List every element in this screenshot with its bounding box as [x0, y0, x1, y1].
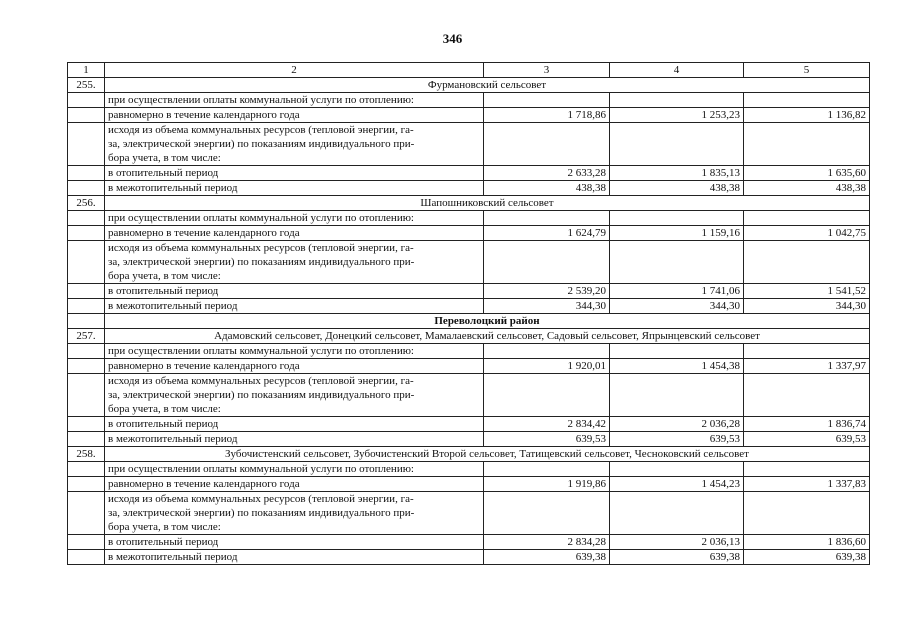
row-label: в отопительный период: [105, 166, 484, 181]
value-cell: 1 042,75: [744, 226, 870, 241]
section-title: Шапошниковский сельсовет: [105, 196, 870, 211]
value-cell: 1 454,38: [610, 359, 744, 374]
row-label: [105, 123, 484, 166]
value-cell: [610, 211, 744, 226]
section-index: 258.: [68, 447, 105, 462]
row-label-line: за, электрической энергии) по показаниям индивидуального при-: [108, 507, 415, 519]
value-cell: 639,53: [610, 432, 744, 447]
index-cell: [68, 374, 105, 417]
table-row: [68, 477, 870, 492]
value-cell: [744, 211, 870, 226]
value-cell: [610, 374, 744, 417]
index-cell: [68, 123, 105, 166]
row-label-line: бора учета, в том числе:: [108, 270, 221, 282]
value-cell: [610, 492, 744, 535]
row-label-line: за, электрической энергии) по показаниям индивидуального при-: [108, 389, 415, 401]
page-number: 346: [442, 31, 463, 46]
value-cell: 438,38: [610, 181, 744, 196]
value-cell: [610, 344, 744, 359]
region-row: [68, 314, 870, 329]
value-cell: [744, 492, 870, 535]
value-cell: 1 718,86: [484, 108, 610, 123]
table-row: [68, 123, 870, 166]
table-row: [68, 432, 870, 447]
column-header: 5: [744, 63, 870, 78]
table-body: [68, 63, 870, 565]
value-cell: [484, 93, 610, 108]
row-label: в отопительный период: [105, 284, 484, 299]
value-cell: [610, 241, 744, 284]
value-cell: 1 836,60: [744, 535, 870, 550]
table-row: [68, 462, 870, 477]
section-index: 257.: [68, 329, 105, 344]
row-label: при осуществлении оплаты коммунальной услуги по отоплению:: [105, 211, 484, 226]
row-label-line: бора учета, в том числе:: [108, 152, 221, 164]
index-cell: [68, 492, 105, 535]
table-row: [68, 211, 870, 226]
value-cell: 1 741,06: [610, 284, 744, 299]
row-label-line: исходя из объема коммунальных ресурсов (тепловой энергии, га-: [108, 493, 414, 505]
column-header: 2: [105, 63, 484, 78]
value-cell: 2 834,42: [484, 417, 610, 432]
index-cell: [68, 211, 105, 226]
row-label: [105, 492, 484, 535]
value-cell: 2 036,13: [610, 535, 744, 550]
section-row: [68, 196, 870, 211]
row-label: в межотопительный период: [105, 550, 484, 565]
row-label: в отопительный период: [105, 535, 484, 550]
row-label: равномерно в течение календарного года: [105, 108, 484, 123]
index-cell: [68, 535, 105, 550]
value-cell: [484, 374, 610, 417]
value-cell: [744, 344, 870, 359]
value-cell: [484, 462, 610, 477]
index-cell: [68, 181, 105, 196]
value-cell: 1 136,82: [744, 108, 870, 123]
index-cell: [68, 226, 105, 241]
index-cell: [68, 284, 105, 299]
value-cell: [484, 211, 610, 226]
table-row: [68, 359, 870, 374]
value-cell: 1 920,01: [484, 359, 610, 374]
row-label-line: за, электрической энергии) по показаниям индивидуального при-: [108, 256, 415, 268]
row-label: при осуществлении оплаты коммунальной услуги по отоплению:: [105, 344, 484, 359]
row-label-line: исходя из объема коммунальных ресурсов (тепловой энергии, га-: [108, 242, 414, 254]
value-cell: 1 337,97: [744, 359, 870, 374]
value-cell: [744, 241, 870, 284]
table-row: [68, 181, 870, 196]
row-label: в межотопительный период: [105, 432, 484, 447]
tariff-table: [67, 62, 870, 565]
row-label: в отопительный период: [105, 417, 484, 432]
row-label: равномерно в течение календарного года: [105, 477, 484, 492]
value-cell: 438,38: [744, 181, 870, 196]
table-row: [68, 226, 870, 241]
value-cell: 639,53: [484, 432, 610, 447]
index-cell: [68, 241, 105, 284]
value-cell: 639,38: [610, 550, 744, 565]
index-cell: [68, 93, 105, 108]
section-row: [68, 78, 870, 93]
table-row: [68, 535, 870, 550]
value-cell: 1 835,13: [610, 166, 744, 181]
value-cell: 1 253,23: [610, 108, 744, 123]
section-index: 255.: [68, 78, 105, 93]
column-header: 3: [484, 63, 610, 78]
row-label-line: бора учета, в том числе:: [108, 521, 221, 533]
index-cell: [68, 299, 105, 314]
section-row: [68, 329, 870, 344]
row-label: при осуществлении оплаты коммунальной услуги по отоплению:: [105, 93, 484, 108]
value-cell: 344,30: [744, 299, 870, 314]
table-row: [68, 93, 870, 108]
row-label: равномерно в течение календарного года: [105, 226, 484, 241]
table-row: [68, 550, 870, 565]
value-cell: 639,38: [744, 550, 870, 565]
column-header: 4: [610, 63, 744, 78]
region-title: Переволоцкий район: [105, 314, 870, 329]
value-cell: 1 919,86: [484, 477, 610, 492]
row-label: [105, 374, 484, 417]
section-row: [68, 447, 870, 462]
row-label: в межотопительный период: [105, 299, 484, 314]
section-index: 256.: [68, 196, 105, 211]
value-cell: 2 539,20: [484, 284, 610, 299]
value-cell: 2 834,28: [484, 535, 610, 550]
region-index-cell: [68, 314, 105, 329]
table-row: [68, 344, 870, 359]
index-cell: [68, 550, 105, 565]
row-label-line: за, электрической энергии) по показаниям индивидуального при-: [108, 138, 415, 150]
value-cell: 344,30: [484, 299, 610, 314]
value-cell: [744, 462, 870, 477]
value-cell: [484, 241, 610, 284]
row-label-line: бора учета, в том числе:: [108, 403, 221, 415]
table-row: [68, 241, 870, 284]
table-row: [68, 492, 870, 535]
value-cell: 2 036,28: [610, 417, 744, 432]
value-cell: 1 337,83: [744, 477, 870, 492]
value-cell: 1 541,52: [744, 284, 870, 299]
table-row: [68, 166, 870, 181]
column-header-row: [68, 63, 870, 78]
table-row: [68, 108, 870, 123]
value-cell: [744, 123, 870, 166]
section-title: Фурмановский сельсовет: [105, 78, 870, 93]
row-label-line: исходя из объема коммунальных ресурсов (тепловой энергии, га-: [108, 124, 414, 136]
table-row: [68, 284, 870, 299]
value-cell: 1 635,60: [744, 166, 870, 181]
section-title: Адамовский сельсовет, Донецкий сельсовет, Мамалаевский сельсовет, Садовый сельсовет, Япрынцевский сельсовет: [105, 329, 870, 344]
value-cell: 438,38: [484, 181, 610, 196]
value-cell: [484, 344, 610, 359]
row-label-line: исходя из объема коммунальных ресурсов (тепловой энергии, га-: [108, 375, 414, 387]
index-cell: [68, 462, 105, 477]
index-cell: [68, 166, 105, 181]
value-cell: 1 836,74: [744, 417, 870, 432]
value-cell: [610, 462, 744, 477]
row-label: равномерно в течение календарного года: [105, 359, 484, 374]
index-cell: [68, 477, 105, 492]
value-cell: [610, 93, 744, 108]
table-row: [68, 374, 870, 417]
value-cell: 1 454,23: [610, 477, 744, 492]
index-cell: [68, 344, 105, 359]
column-header: 1: [68, 63, 105, 78]
row-label: при осуществлении оплаты коммунальной услуги по отоплению:: [105, 462, 484, 477]
value-cell: 2 633,28: [484, 166, 610, 181]
index-cell: [68, 417, 105, 432]
value-cell: 1 624,79: [484, 226, 610, 241]
value-cell: 344,30: [610, 299, 744, 314]
row-label: в межотопительный период: [105, 181, 484, 196]
table-row: [68, 417, 870, 432]
row-label: [105, 241, 484, 284]
value-cell: 639,53: [744, 432, 870, 447]
table-row: [68, 299, 870, 314]
section-title: Зубочистенский сельсовет, Зубочистенский Второй сельсовет, Татищевский сельсовет, Чесноковский сельсовет: [105, 447, 870, 462]
value-cell: 1 159,16: [610, 226, 744, 241]
index-cell: [68, 359, 105, 374]
value-cell: [484, 492, 610, 535]
value-cell: [484, 123, 610, 166]
value-cell: 639,38: [484, 550, 610, 565]
index-cell: [68, 108, 105, 123]
value-cell: [610, 123, 744, 166]
index-cell: [68, 432, 105, 447]
value-cell: [744, 374, 870, 417]
value-cell: [744, 93, 870, 108]
